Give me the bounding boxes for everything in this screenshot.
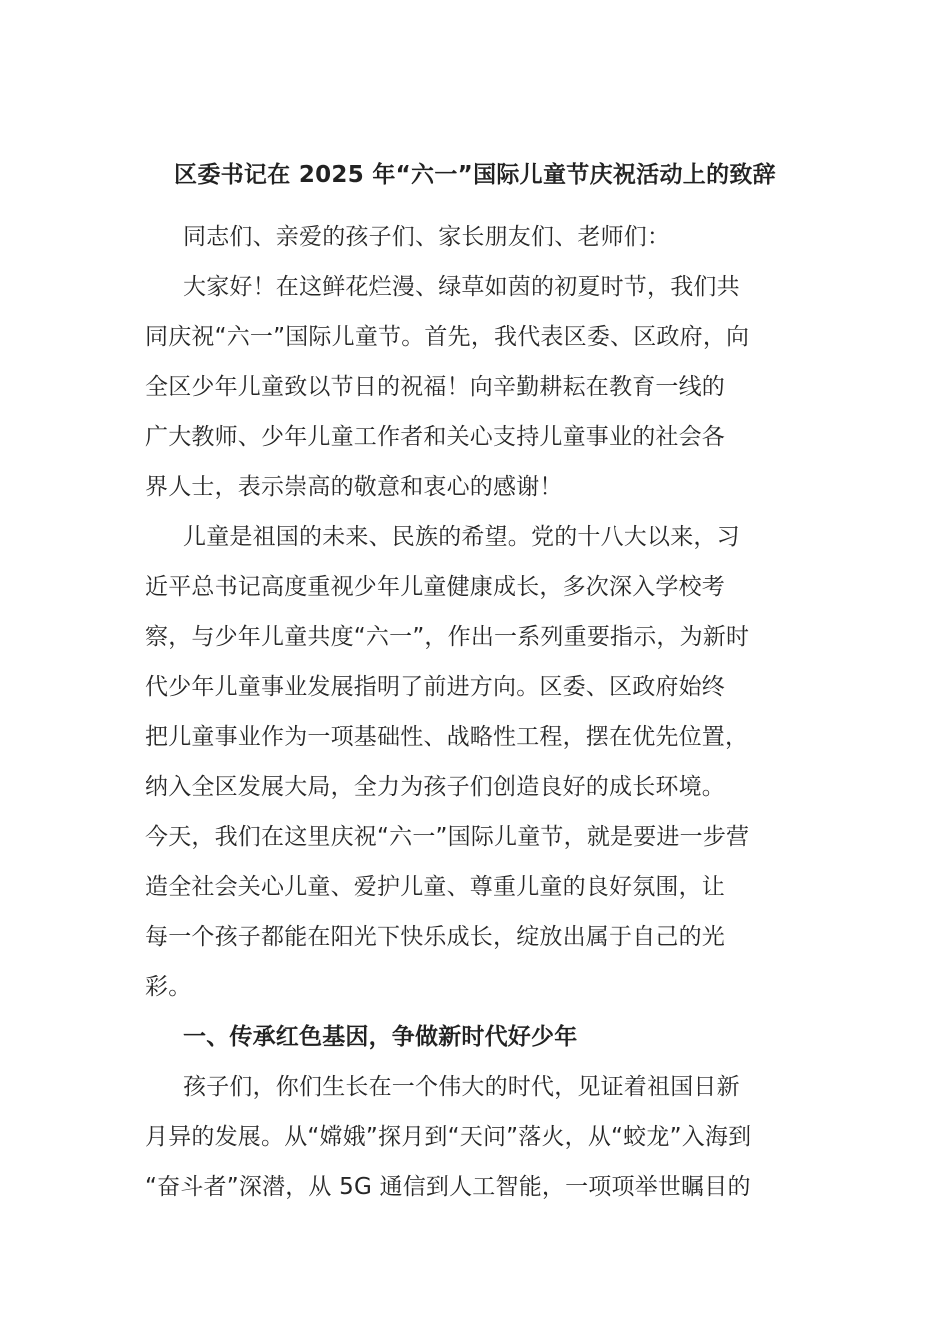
paragraph-line: 造全社会关心儿童、爱护儿童、尊重儿童的良好氛围，让 bbox=[145, 874, 725, 900]
paragraph-children-future bbox=[145, 512, 805, 1012]
document-title: 区委书记在 2025 年“六一”国际儿童节庆祝活动上的致辞 bbox=[174, 162, 776, 188]
paragraph-line: 察，与少年儿童共度“六一”，作出一系列重要指示，为新时 bbox=[145, 624, 750, 650]
paragraph-line: 广大教师、少年儿童工作者和关心支持儿童事业的社会各 bbox=[145, 424, 725, 450]
paragraph-line: “奋斗者”深潜，从 5G 通信到人工智能，一项项举世瞩目的 bbox=[145, 1174, 751, 1200]
paragraph-line: 大家好！在这鲜花烂漫、绿草如茵的初夏时节，我们共 bbox=[183, 274, 740, 300]
paragraph-greeting bbox=[145, 262, 805, 512]
paragraph-line: 纳入全区发展大局，全力为孩子们创造良好的成长环境。 bbox=[145, 774, 725, 800]
salutation-line: 同志们、亲爱的孩子们、家长朋友们、老师们： bbox=[183, 224, 671, 250]
paragraph-line: 近平总书记高度重视少年儿童健康成长，多次深入学校考 bbox=[145, 574, 725, 600]
paragraph-line: 今天，我们在这里庆祝“六一”国际儿童节，就是要进一步营 bbox=[145, 824, 750, 850]
paragraph-line: 界人士，表示崇高的敬意和衷心的感谢！ bbox=[145, 474, 563, 500]
paragraph-line: 把儿童事业作为一项基础性、战略性工程，摆在优先位置， bbox=[145, 724, 749, 750]
paragraph-line: 代少年儿童事业发展指明了前进方向。区委、区政府始终 bbox=[145, 674, 725, 700]
paragraph-line: 彩。 bbox=[145, 974, 192, 1000]
section-heading: 一、传承红色基因，争做新时代好少年 bbox=[183, 1024, 578, 1050]
paragraph-line: 儿童是祖国的未来、民族的希望。党的十八大以来，习 bbox=[183, 524, 740, 550]
document-body bbox=[145, 212, 805, 1212]
paragraph-line: 孩子们，你们生长在一个伟大的时代，见证着祖国日新 bbox=[183, 1074, 740, 1100]
paragraph-line: 同庆祝“六一”国际儿童节。首先，我代表区委、区政府，向 bbox=[145, 324, 750, 350]
salutation-paragraph bbox=[145, 212, 805, 262]
paragraph-line: 月异的发展。从“嫦娥”探月到“天问”落火，从“蛟龙”入海到 bbox=[145, 1124, 752, 1150]
paragraph-great-era bbox=[145, 1062, 805, 1212]
paragraph-line: 每一个孩子都能在阳光下快乐成长，绽放出属于自己的光 bbox=[145, 924, 725, 950]
paragraph-line: 全区少年儿童致以节日的祝福！向辛勤耕耘在教育一线的 bbox=[145, 374, 725, 400]
